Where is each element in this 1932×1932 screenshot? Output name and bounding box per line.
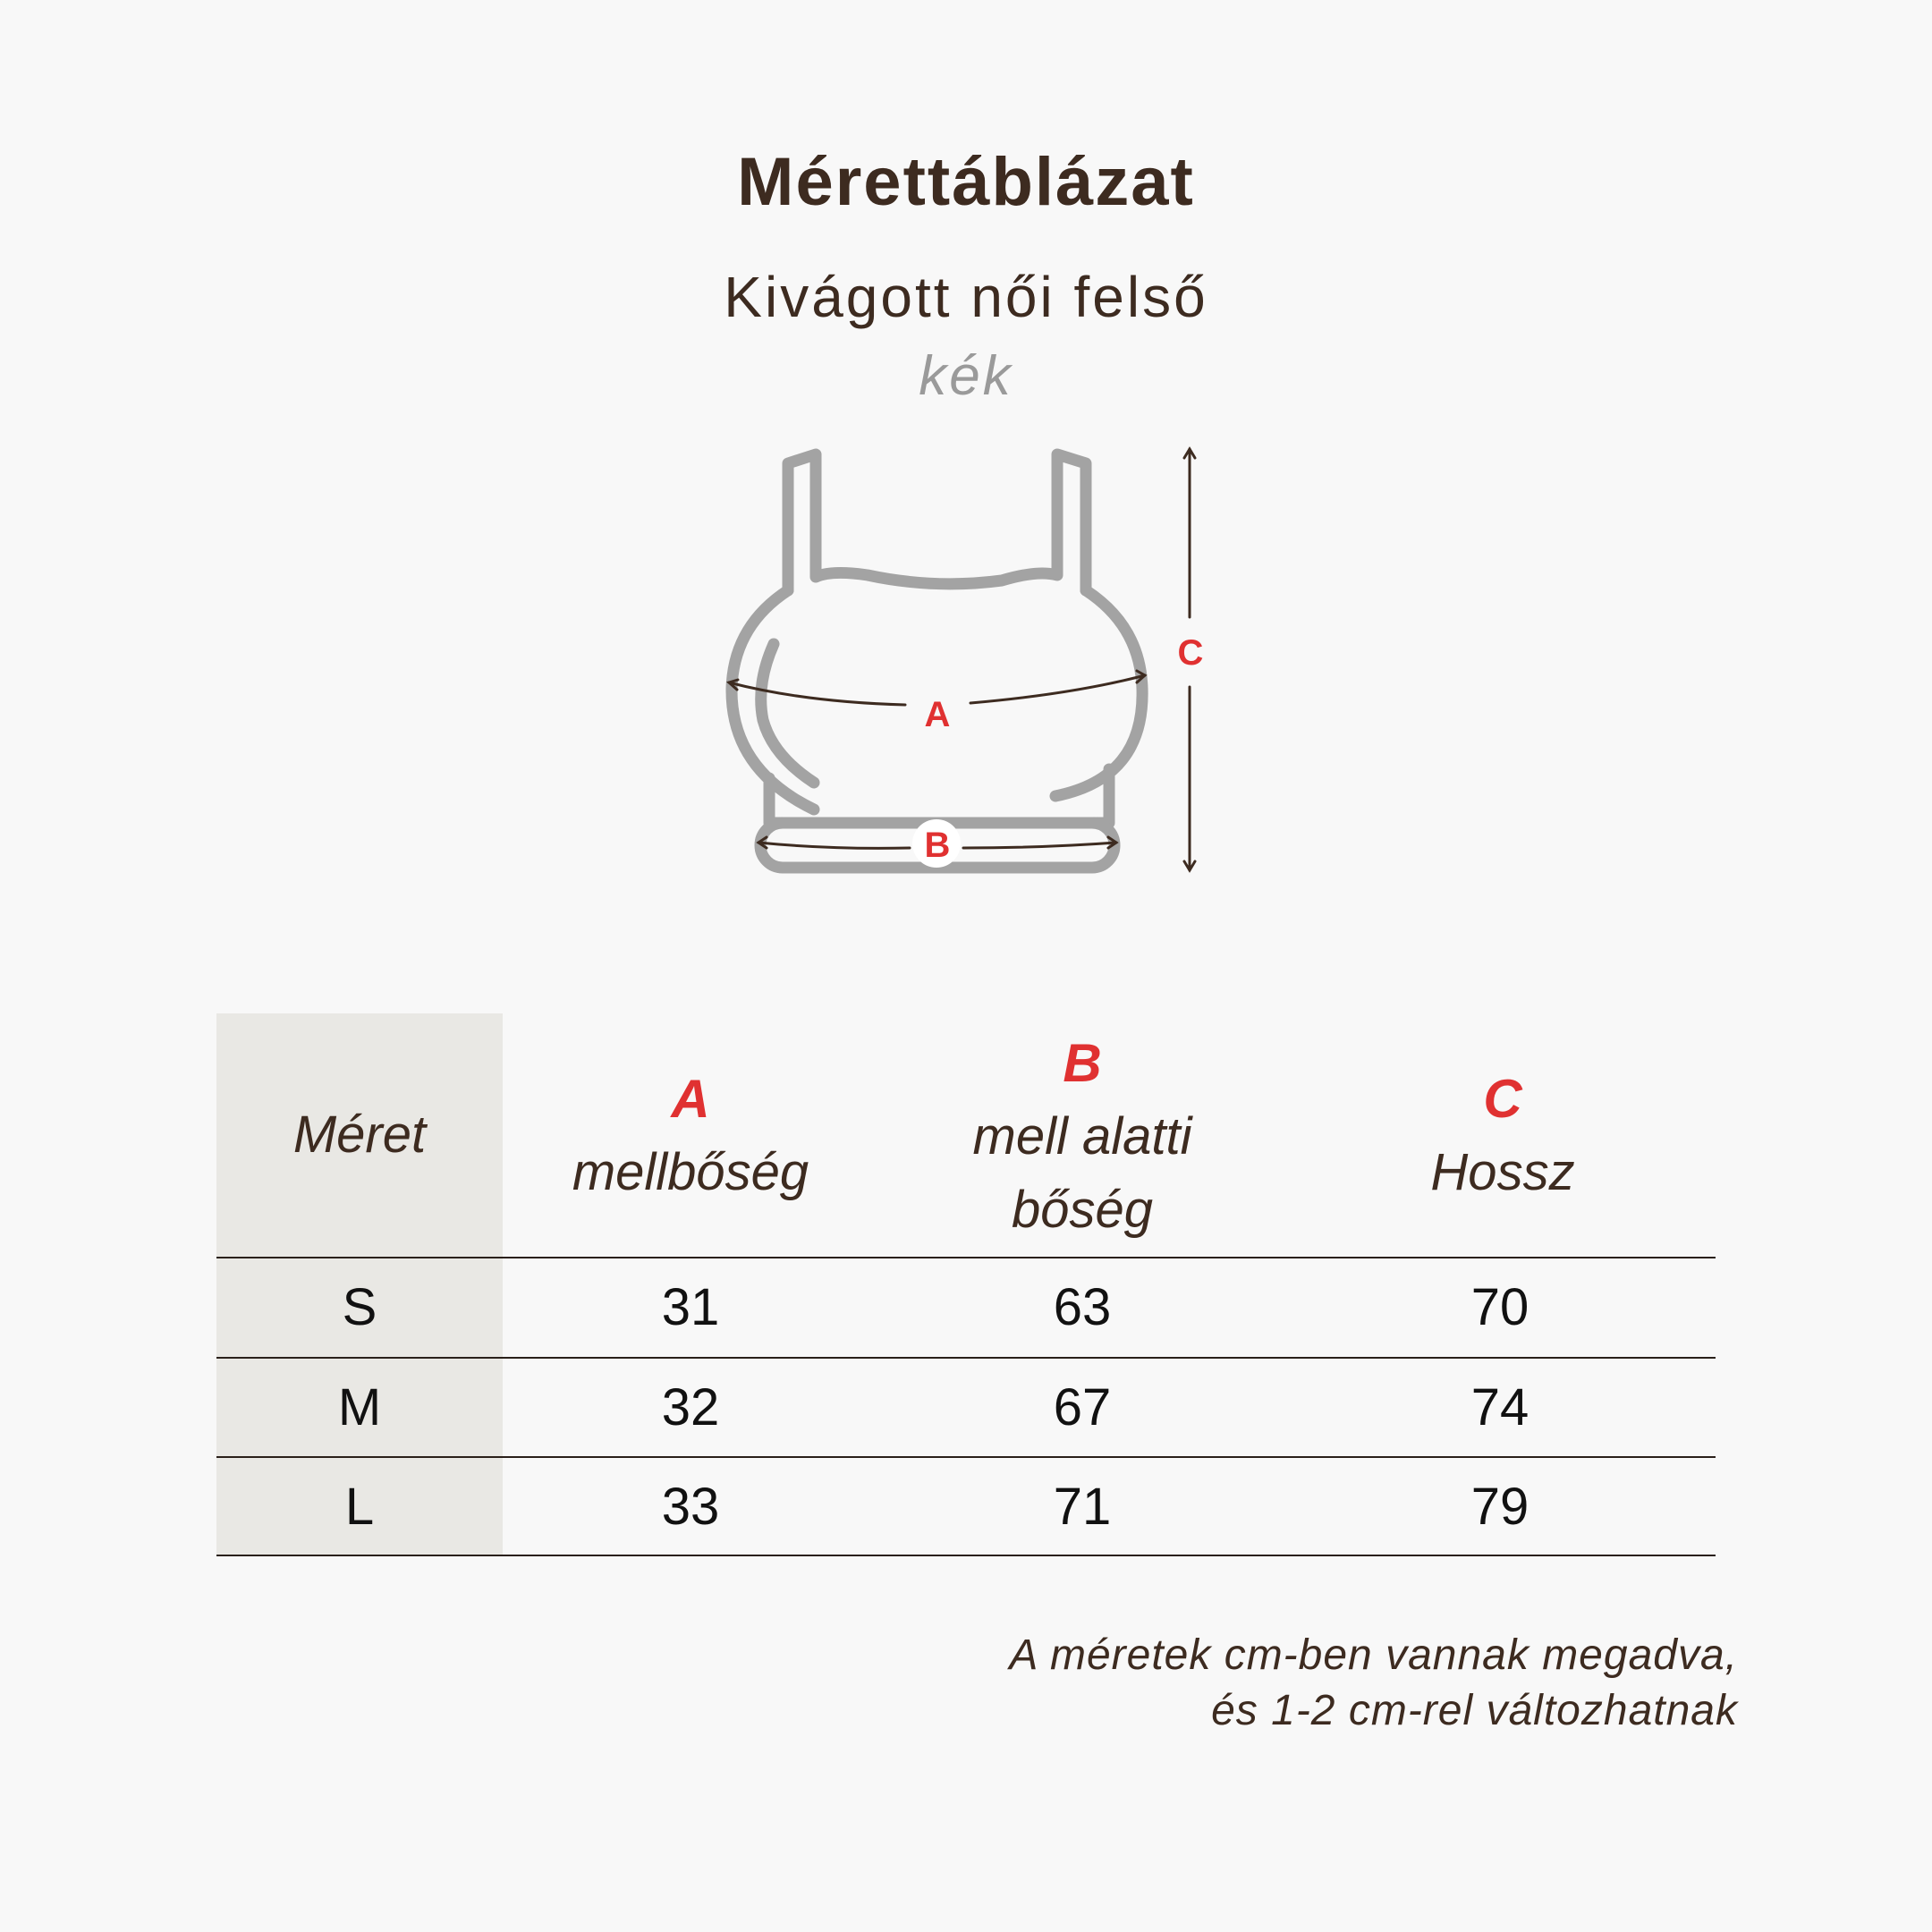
- header-c-letter: C: [1483, 1069, 1522, 1129]
- product-name: Kivágott női felső: [724, 265, 1208, 329]
- cell-a: 33: [661, 1478, 720, 1536]
- product-color: kék: [919, 345, 1013, 407]
- header-b: [921, 1027, 1243, 1247]
- header-b-letter: B: [1063, 1033, 1102, 1093]
- cell-a: 32: [661, 1378, 720, 1436]
- garment-diagram: [0, 0, 1932, 939]
- header-a-letter: A: [671, 1069, 710, 1129]
- page-title: Mérettáblázat: [737, 144, 1195, 220]
- header-c-label: Hossz: [1430, 1143, 1575, 1201]
- cell-size: S: [342, 1278, 377, 1336]
- header-a: [503, 1063, 878, 1209]
- cell-c: 74: [1470, 1378, 1530, 1436]
- cell-b: 71: [1053, 1478, 1112, 1536]
- cell-b: 63: [1053, 1278, 1112, 1336]
- header-a-label: mellbőség: [572, 1143, 809, 1201]
- table-bottom-rule: [216, 1555, 1716, 1556]
- cell-c: 70: [1470, 1278, 1530, 1336]
- crop-top-outline: [732, 454, 1142, 868]
- header-size: [216, 1098, 503, 1172]
- label-b: B: [924, 826, 951, 865]
- cell-c: 79: [1470, 1478, 1530, 1536]
- header-c: [1324, 1063, 1682, 1209]
- header-b-label: mell alatti bőség: [972, 1107, 1192, 1239]
- cell-size: L: [344, 1478, 375, 1536]
- footnote-line-1: A méretek cm-ben vannak megadva,: [1009, 1631, 1738, 1679]
- footnote: [1009, 1628, 1738, 1739]
- cell-size: M: [337, 1378, 382, 1436]
- cell-a: 31: [661, 1278, 720, 1336]
- header-size-label: Méret: [292, 1106, 427, 1164]
- label-c: C: [1177, 633, 1204, 673]
- footnote-line-2: és 1-2 cm-rel változhatnak: [1211, 1687, 1738, 1734]
- label-a: A: [924, 695, 951, 734]
- cell-b: 67: [1053, 1378, 1112, 1436]
